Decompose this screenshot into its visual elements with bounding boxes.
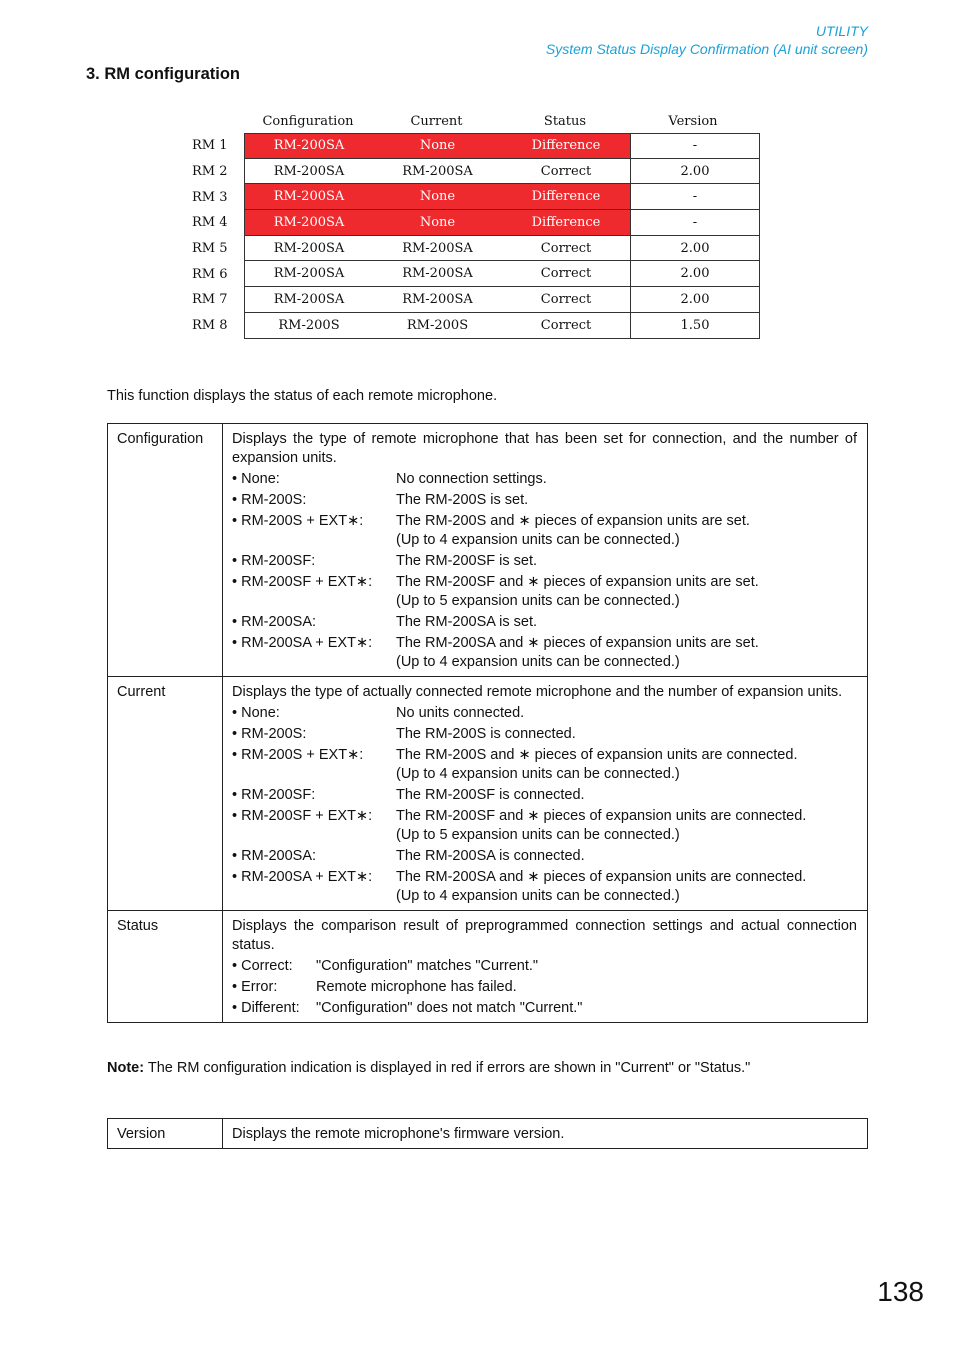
- item-value: [396, 491, 857, 510]
- item-value: [316, 957, 857, 976]
- rm-cell-current: RM-200SA: [402, 291, 473, 307]
- list-item: [232, 512, 857, 550]
- item-key: • RM-200SF:: [232, 787, 316, 803]
- item-value: [396, 786, 857, 805]
- item-key: • None:: [232, 471, 280, 487]
- item-key: • Correct:: [232, 958, 293, 974]
- item-key: • RM-200SA:: [232, 614, 317, 630]
- row-label: Configuration: [108, 424, 223, 677]
- item-value-note: (Up to 5 expansion units can be connected.): [396, 593, 680, 609]
- table-row: [108, 677, 868, 911]
- rm-row: [192, 159, 760, 185]
- list-item: [232, 957, 857, 976]
- item-key: • RM-200SF + EXT∗:: [232, 574, 373, 590]
- item-key: • RM-200S:: [232, 726, 307, 742]
- item-value-text: The RM-200SA is set.: [396, 614, 538, 630]
- page-number: 138: [877, 1276, 924, 1307]
- row-label: Status: [108, 911, 223, 1023]
- rm-table-body: [192, 133, 760, 339]
- rm-label: RM 5: [192, 241, 228, 257]
- rm-cell-status: Correct: [540, 317, 592, 333]
- note-text: The RM configuration indication is displayed in red if errors are shown in "Current" or "Status.": [147, 1060, 751, 1076]
- list-item: [232, 573, 857, 611]
- description-text: Displays the type of remote microphone that has been set for connection, and the number of expansion units.: [232, 431, 857, 466]
- rm-row: [192, 313, 760, 339]
- table-row: [108, 424, 868, 677]
- col-version: Version: [668, 113, 718, 129]
- item-value: [396, 725, 857, 744]
- version-desc: Displays the remote microphone's firmware version.: [223, 1119, 868, 1149]
- note-label: Note:: [107, 1060, 145, 1076]
- header-subtitle: System Status Display Confirmation (AI unit screen): [545, 41, 868, 57]
- rm-cell-configuration: RM-200S: [278, 317, 340, 333]
- list-item: [232, 847, 857, 866]
- rm-cell-configuration: RM-200SA: [273, 240, 345, 256]
- rm-cell-configuration: RM-200SA: [245, 210, 373, 235]
- rm-row: [192, 133, 760, 159]
- running-header: [546, 22, 868, 58]
- item-key: • Error:: [232, 979, 278, 995]
- table-row: [108, 911, 868, 1023]
- rm-cell-version: 1.50: [630, 313, 759, 338]
- item-key: • RM-200SA + EXT∗:: [232, 635, 373, 651]
- row-label: Current: [108, 677, 223, 911]
- col-configuration: Configuration: [262, 113, 354, 129]
- item-value-note: (Up to 4 expansion units can be connected.): [396, 888, 680, 904]
- rm-label: RM 8: [192, 318, 228, 334]
- item-value: [396, 470, 857, 489]
- list-item: [232, 978, 857, 997]
- item-value: [396, 552, 857, 571]
- rm-label: RM 2: [192, 164, 228, 180]
- rm-cell-version: 2.00: [630, 261, 759, 286]
- item-value: [396, 746, 857, 784]
- list-item: [232, 613, 857, 632]
- item-value-text: The RM-200SF is set.: [396, 553, 538, 569]
- rm-row: [192, 236, 760, 262]
- list-item: [232, 491, 857, 510]
- rm-cell-status: Correct: [540, 266, 592, 282]
- item-value-note: (Up to 4 expansion units can be connected.): [396, 654, 680, 670]
- item-value-text: "Configuration" matches "Current.": [316, 958, 539, 974]
- rm-label: RM 7: [192, 292, 228, 308]
- item-key: • RM-200SF + EXT∗:: [232, 808, 373, 824]
- item-value: [316, 999, 857, 1018]
- rm-cell-status: Correct: [540, 240, 592, 256]
- version-label: Version: [108, 1119, 223, 1149]
- item-value-text: The RM-200SA and ∗ pieces of expansion units are set.: [396, 635, 759, 651]
- list-item: [232, 704, 857, 723]
- description-text: Displays the type of actually connected remote microphone and the number of expansion units.: [232, 684, 843, 700]
- item-value: [316, 978, 857, 997]
- rm-table-header: [244, 109, 760, 133]
- item-key: • RM-200S + EXT∗:: [232, 747, 364, 763]
- item-key: • RM-200S:: [232, 492, 307, 508]
- item-key: • None:: [232, 705, 280, 721]
- item-value-text: No units connected.: [396, 705, 525, 721]
- item-value-text: The RM-200S is set.: [396, 492, 529, 508]
- list-item: [232, 807, 857, 845]
- row-description: [223, 424, 868, 677]
- rm-cell-version: 2.00: [630, 159, 759, 184]
- item-key: • RM-200SF:: [232, 553, 316, 569]
- item-value-text: The RM-200SA is connected.: [396, 848, 585, 864]
- rm-cell-version: 2.00: [630, 287, 759, 312]
- item-value: [396, 704, 857, 723]
- list-item: [232, 552, 857, 571]
- rm-cell-current: RM-200SA: [402, 163, 473, 179]
- item-value: [396, 512, 857, 550]
- rm-cell-current: RM-200SA: [402, 266, 473, 282]
- note: [107, 1060, 750, 1076]
- col-status: Status: [543, 113, 587, 129]
- rm-label: RM 1: [192, 138, 228, 154]
- item-key: • RM-200SA:: [232, 848, 317, 864]
- rm-cell-status: Correct: [540, 163, 592, 179]
- rm-cell-current: None: [373, 210, 502, 235]
- intro-text: This function displays the status of each remote microphone.: [107, 388, 498, 404]
- item-value: [396, 868, 857, 906]
- rm-cell-status: Difference: [502, 184, 630, 209]
- rm-cell-configuration: RM-200SA: [273, 163, 345, 179]
- item-value: [396, 634, 857, 672]
- item-value-note: (Up to 4 expansion units can be connected.): [396, 766, 680, 782]
- rm-cell-version: -: [630, 210, 759, 235]
- list-item: [232, 786, 857, 805]
- rm-cell-status: Difference: [502, 134, 630, 159]
- item-key: • RM-200S + EXT∗:: [232, 513, 364, 529]
- rm-cell-current: None: [373, 134, 502, 159]
- rm-cell-version: -: [630, 134, 759, 159]
- rm-cell-version: -: [630, 184, 759, 209]
- list-item: [232, 470, 857, 489]
- section-title: 3. RM configuration: [86, 65, 240, 83]
- row-description: [223, 911, 868, 1023]
- header-section: UTILITY: [815, 23, 868, 39]
- description-table: [107, 423, 868, 1023]
- rm-cell-current: None: [373, 184, 502, 209]
- item-value-text: The RM-200S and ∗ pieces of expansion units are set.: [396, 513, 750, 529]
- list-item: [232, 999, 857, 1018]
- item-value-text: The RM-200S is connected.: [396, 726, 576, 742]
- rm-row: [192, 184, 760, 210]
- item-value: [396, 807, 857, 845]
- rm-cell-configuration: RM-200SA: [245, 184, 373, 209]
- item-key: • Different:: [232, 1000, 300, 1016]
- item-value-text: The RM-200SF and ∗ pieces of expansion units are set.: [396, 574, 759, 590]
- table-row: [108, 1119, 868, 1149]
- rm-cell-status: Difference: [502, 210, 630, 235]
- item-value-note: (Up to 4 expansion units can be connected.): [396, 532, 680, 548]
- description-text: Displays the comparison result of preprogrammed connection settings and actual connection status.: [232, 918, 857, 953]
- rm-screen-table: [192, 109, 760, 339]
- row-description: [223, 677, 868, 911]
- rm-row: [192, 210, 760, 236]
- item-value: [396, 847, 857, 866]
- item-value-text: "Configuration" does not match "Current.": [316, 1000, 583, 1016]
- rm-row: [192, 261, 760, 287]
- item-value-note: (Up to 5 expansion units can be connected.): [396, 827, 680, 843]
- rm-cell-configuration: RM-200SA: [273, 291, 345, 307]
- rm-label: RM 4: [192, 215, 228, 231]
- rm-cell-configuration: RM-200SA: [245, 134, 373, 159]
- list-item: [232, 746, 857, 784]
- item-value-text: The RM-200SF is connected.: [396, 787, 585, 803]
- item-value-text: The RM-200SF and ∗ pieces of expansion units are connected.: [396, 808, 807, 824]
- version-table: [107, 1118, 868, 1149]
- rm-label: RM 3: [192, 189, 228, 205]
- list-item: [232, 868, 857, 906]
- rm-label: RM 6: [192, 266, 228, 282]
- rm-cell-current: RM-200SA: [402, 240, 473, 256]
- item-key: • RM-200SA + EXT∗:: [232, 869, 373, 885]
- item-value-text: Remote microphone has failed.: [316, 979, 517, 995]
- col-current: Current: [410, 113, 463, 129]
- item-value: [396, 573, 857, 611]
- rm-cell-status: Correct: [540, 291, 592, 307]
- item-value-text: The RM-200SA and ∗ pieces of expansion units are connected.: [396, 869, 807, 885]
- rm-row: [192, 287, 760, 313]
- rm-cell-current: RM-200S: [406, 317, 469, 333]
- item-value: [396, 613, 857, 632]
- item-value-text: No connection settings.: [396, 471, 547, 487]
- rm-cell-configuration: RM-200SA: [273, 266, 345, 282]
- list-item: [232, 725, 857, 744]
- list-item: [232, 634, 857, 672]
- item-value-text: The RM-200S and ∗ pieces of expansion units are connected.: [396, 747, 798, 763]
- rm-cell-version: 2.00: [630, 236, 759, 261]
